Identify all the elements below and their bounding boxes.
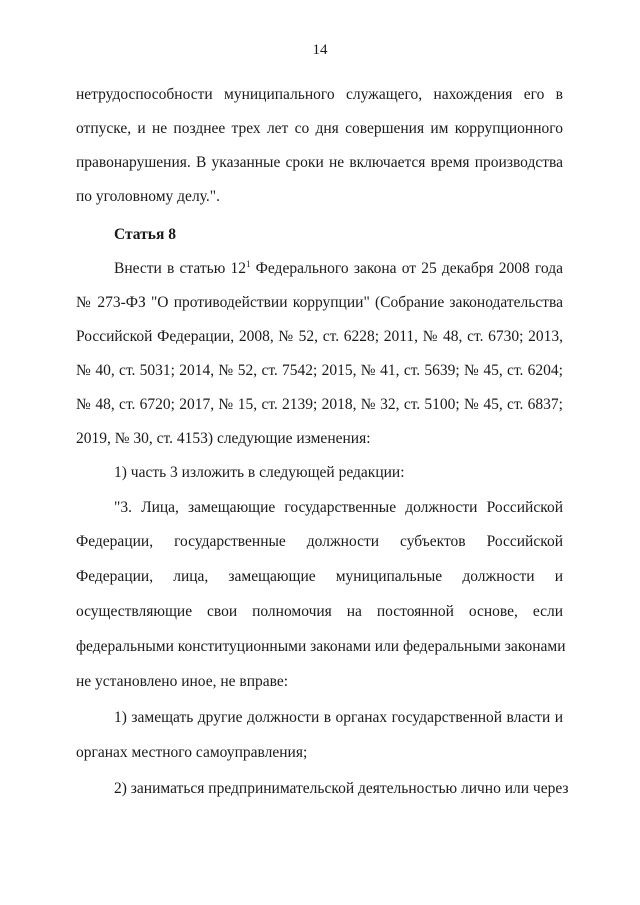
text-line: Федерации, государственные должности субъектов Российской [76, 533, 563, 550]
article-heading: Статья 8 [114, 226, 176, 243]
text-line: по уголовному делу.". [76, 188, 220, 205]
text-line: 2019, № 30, ст. 4153) следующие изменения: [76, 430, 371, 447]
text-line: 1) часть 3 изложить в следующей редакции: [114, 464, 405, 481]
text-line [114, 261, 563, 277]
text-line: правонарушения. В указанные сроки не включается время производства [76, 154, 563, 171]
text-fragment: Федерального закона от 25 декабря 2008 года [250, 260, 563, 277]
page-number: 14 [312, 42, 328, 58]
text-line: Федерации, лица, замещающие муниципальные должности и [76, 568, 563, 585]
text-line: 1) замещать другие должности в органах государственной власти и [114, 709, 563, 726]
text-line: органах местного самоуправления; [76, 744, 308, 761]
text-line: федеральными конституционными законами или федеральными законами [76, 638, 566, 655]
text-line: 2) заниматься предпринимательской деятельностью лично или через [114, 780, 569, 797]
text-line: Российской Федерации, 2008, № 52, ст. 6228; 2011, № 48, ст. 6730; 2013, [76, 328, 563, 345]
text-line: № 48, ст. 6720; 2017, № 15, ст. 2139; 2018, № 32, ст. 5100; № 45, ст. 6837; [76, 396, 563, 413]
text-line: не установлено иное, не вправе: [76, 673, 289, 690]
text-fragment: Внести в статью 12 [114, 260, 246, 277]
text-line: нетрудоспособности муниципального служащего, нахождения его в [76, 86, 563, 103]
text-line: отпуске, и не позднее трех лет со дня совершения им коррупционного [76, 120, 563, 137]
text-line: "3. Лица, замещающие государственные должности Российской [114, 499, 563, 516]
text-line: № 40, ст. 5031; 2014, № 52, ст. 7542; 2015, № 41, ст. 5639; № 45, ст. 6204; [76, 362, 563, 379]
text-line: № 273-ФЗ "О противодействии коррупции" (Собрание законодательства [76, 294, 563, 311]
text-line: осуществляющие свои полномочия на постоянной основе, если [76, 603, 563, 620]
superscript: 1 [245, 259, 251, 269]
